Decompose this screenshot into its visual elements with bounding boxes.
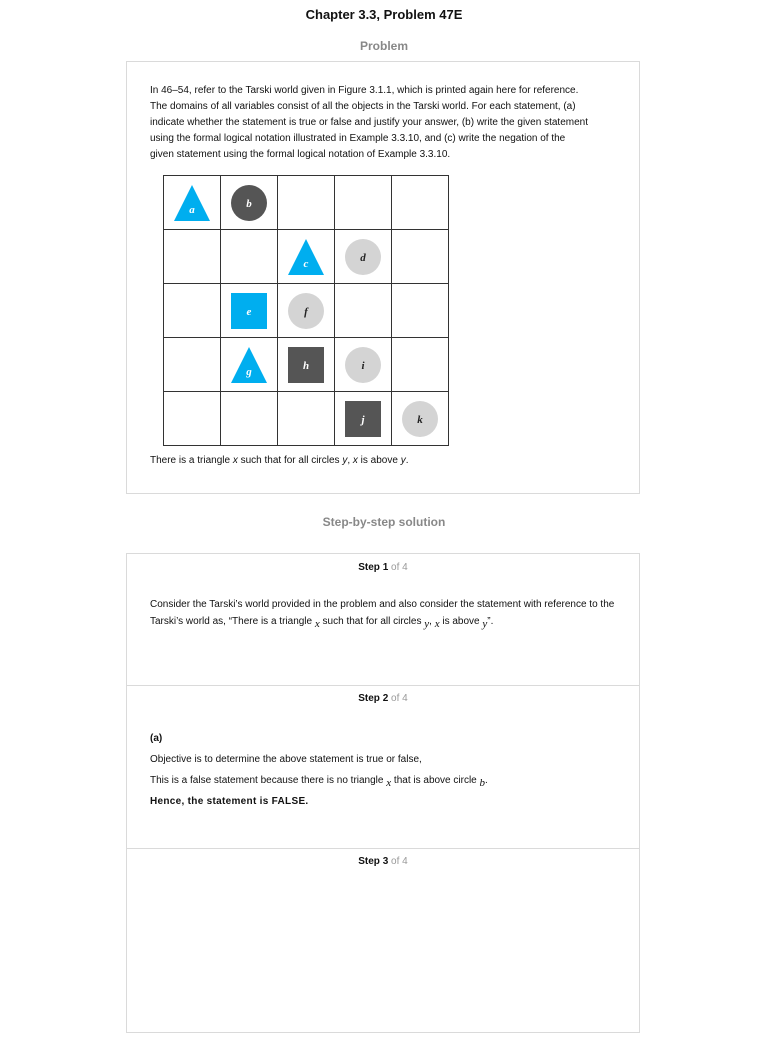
grid-row	[164, 284, 449, 338]
blue-triangle-icon	[287, 238, 325, 276]
gray-circle-icon	[344, 238, 382, 276]
step-1-header: Step 1 of 4	[358, 562, 408, 573]
tarski-object-c	[287, 238, 325, 276]
grid-cell	[221, 284, 278, 338]
step-2-header: Step 2 of 4	[358, 693, 408, 704]
grid-cell	[278, 338, 335, 392]
object-label: d	[360, 251, 366, 264]
solution-card	[126, 553, 640, 1033]
grid-row	[164, 338, 449, 392]
gray-circle-icon	[401, 400, 439, 438]
black-square-icon	[344, 400, 382, 438]
black-circle-icon	[230, 184, 268, 222]
grid-cell	[335, 176, 392, 230]
object-label: h	[302, 359, 310, 372]
grid-cell	[164, 338, 221, 392]
grid-cell	[164, 230, 221, 284]
grid-cell	[335, 338, 392, 392]
grid-cell	[392, 392, 449, 446]
grid-cell	[392, 338, 449, 392]
step-2	[127, 685, 639, 849]
grid-cell	[392, 176, 449, 230]
tarski-object-j	[344, 400, 382, 438]
step-2-line-2: This is a false statement because there is no triangle x that is above circle b.	[150, 775, 488, 789]
black-square-icon	[287, 346, 325, 384]
grid-row	[164, 230, 449, 284]
tarski-object-a	[173, 184, 211, 222]
solution-heading: Step-by-step solution	[322, 515, 446, 529]
grid-cell	[221, 230, 278, 284]
tarski-object-d	[344, 238, 382, 276]
grid-cell	[278, 176, 335, 230]
object-label: e	[246, 305, 252, 318]
problem-text: In 46–54, refer to the Tarski world given in Figure 3.1.1, which is printed again here for reference. The domains of all variables consist of all the objects in the Tarski world. For each statement, (a) indicate whether the statement is true or false and justify your answer, (b) write the given statement using the formal logical notation illustrated in Example 3.3.10, and (c) write the negation of the given statement using the formal logical notation of Example 3.3.10.	[150, 85, 588, 160]
chapter-title: Chapter 3.3, Problem 47E	[305, 7, 463, 22]
tarski-object-e	[230, 292, 268, 330]
grid-cell	[164, 392, 221, 446]
object-label: f	[304, 305, 308, 318]
gray-circle-icon	[287, 292, 325, 330]
tarski-object-b	[230, 184, 268, 222]
object-label: b	[246, 197, 252, 210]
grid-cell	[335, 392, 392, 446]
tarski-object-i	[344, 346, 382, 384]
object-label: j	[361, 413, 365, 426]
object-label: c	[303, 257, 309, 270]
tarski-object-f	[287, 292, 325, 330]
problem-heading: Problem	[359, 39, 408, 53]
grid-cell	[335, 230, 392, 284]
grid-cell	[278, 392, 335, 446]
problem-card	[126, 61, 640, 494]
step-2-body	[150, 728, 620, 812]
grid-row	[164, 392, 449, 446]
grid-row	[164, 176, 449, 230]
step-2-conclusion: Hence, the statement is FALSE.	[150, 796, 309, 807]
step-2-line-1: Objective is to determine the above statement is true or false,	[150, 754, 422, 765]
grid-cell	[278, 230, 335, 284]
step-1	[127, 554, 639, 686]
blue-triangle-icon	[173, 184, 211, 222]
gray-circle-icon	[344, 346, 382, 384]
grid-cell	[221, 338, 278, 392]
problem-statement: There is a triangle x such that for all circles y, x is above y.	[150, 455, 409, 466]
object-label: k	[417, 413, 423, 426]
tarski-object-g	[230, 346, 268, 384]
grid-cell	[278, 284, 335, 338]
tarski-world-grid	[163, 175, 449, 446]
object-label: g	[246, 365, 252, 378]
step-3-header: Step 3 of 4	[358, 856, 408, 867]
grid-cell	[392, 230, 449, 284]
grid-cell	[221, 392, 278, 446]
grid-cell	[335, 284, 392, 338]
blue-triangle-icon	[230, 346, 268, 384]
step-2-subheading: (a)	[150, 733, 163, 744]
grid-cell	[164, 284, 221, 338]
grid-cell	[392, 284, 449, 338]
step-3	[127, 848, 639, 1048]
tarski-object-k	[401, 400, 439, 438]
blue-square-icon	[230, 292, 268, 330]
tarski-object-h	[287, 346, 325, 384]
object-label: a	[189, 203, 195, 216]
step-1-body: Consider the Tarski’s world provided in the problem and also consider the statement with reference to the Tarski’s world as, “There is a triangle x such that for all circles y, x is above y”.	[150, 599, 615, 630]
grid-cell	[164, 176, 221, 230]
object-label: i	[361, 359, 365, 372]
grid-cell	[221, 176, 278, 230]
